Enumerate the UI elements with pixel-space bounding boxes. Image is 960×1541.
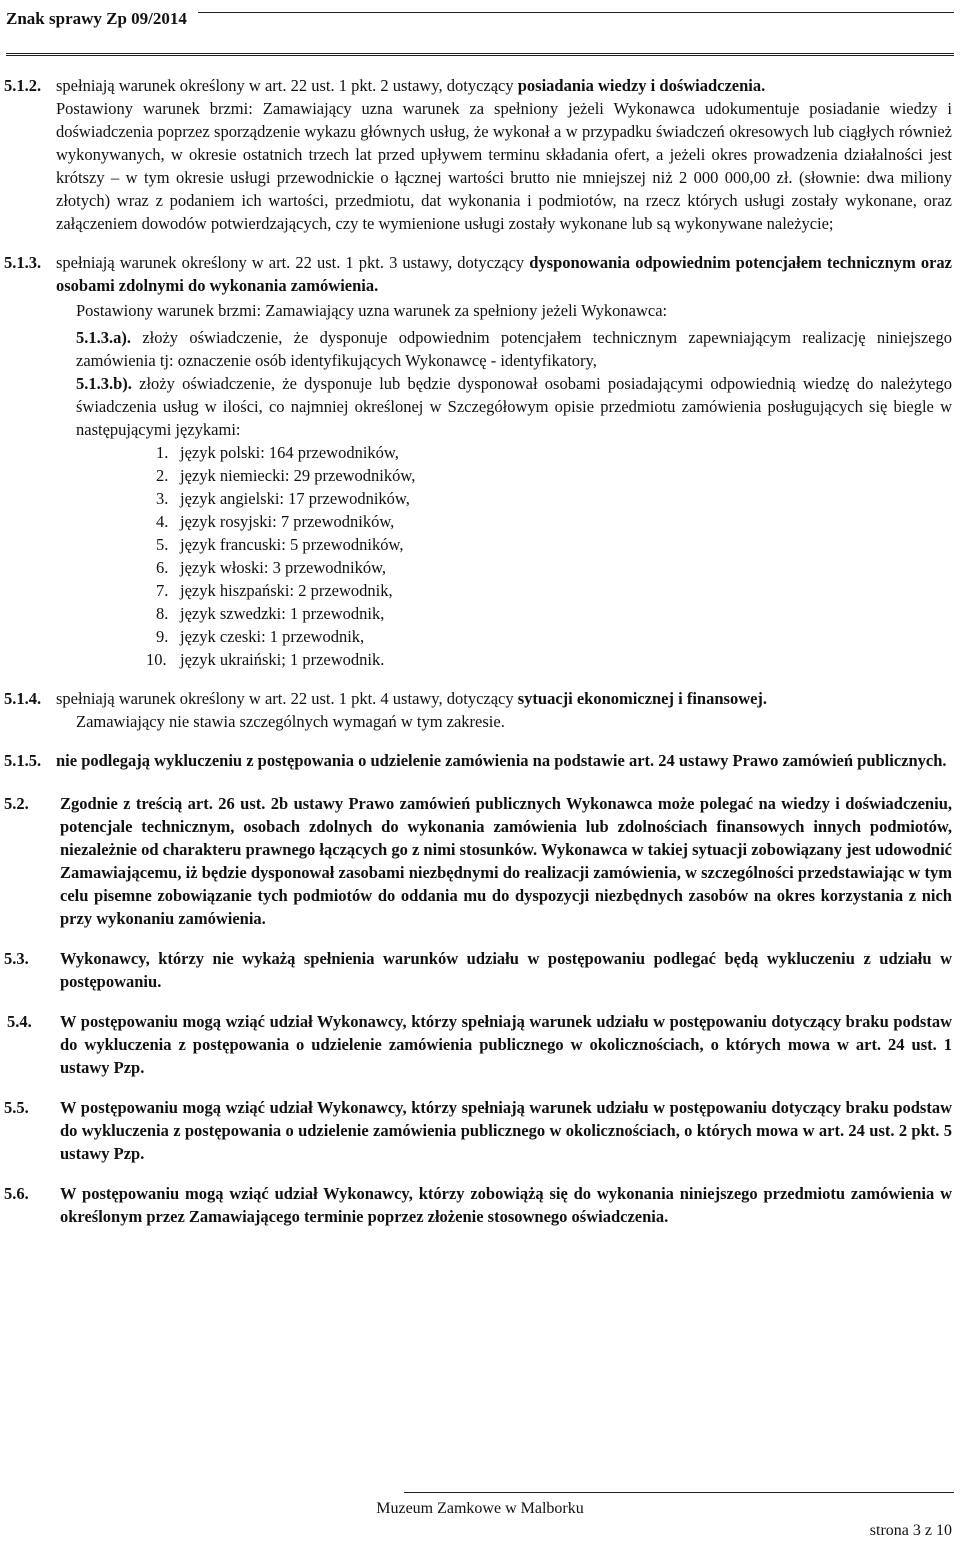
section-intro: spełniają warunek określony w art. 22 ust. 1 pkt. 2 ustawy, dotyczący posiadania wiedzy i doświadczenia. bbox=[56, 76, 766, 95]
condition-b: 5.1.3.b). złoży oświadczenie, że dysponuje lub będzie dysponował osobami posiadającymi odpowiednią wiedzę do należytego świadczenia usług w ilości, co najmniej określonej w Szczegółowym opisie przedmiotu zamówienia posługujących się biegle w następującymi językami: bbox=[76, 374, 952, 439]
section-number: 5.1.3. bbox=[4, 253, 42, 272]
list-item: 7. język hiszpański: 2 przewodnik, bbox=[156, 581, 393, 600]
section-intro: spełniają warunek określony w art. 22 ust. 1 pkt. 3 ustawy, dotyczący dysponowania odpowiednim potencjałem technicznym oraz osobami zdolnymi do wykonania zamówienia. bbox=[56, 253, 953, 295]
section-5-6 bbox=[4, 1182, 952, 1228]
page-number: strona 3 z 10 bbox=[869, 1522, 952, 1539]
list-item: 3. język angielski: 17 przewodników, bbox=[156, 489, 410, 508]
header-rule bbox=[198, 12, 954, 13]
case-number: Znak sprawy Zp 09/2014 bbox=[6, 9, 187, 28]
list-item: 10. język ukraiński; 1 przewodnik. bbox=[146, 650, 385, 669]
section-number: 5.6. bbox=[4, 1184, 29, 1203]
condition-text: Postawiony warunek brzmi: Zamawiający uzna warunek za spełniony jeżeli Wykonawca: bbox=[76, 301, 668, 320]
section-text: W postępowaniu mogą wziąć udział Wykonawcy, którzy spełniają warunek udziału w postępowaniu dotyczący braku podstaw do wykluczenia z postępowania o udzielenie zamówienia publicznego w okolicznościach, o których mowa w art. 24 ust. 2 pkt. 5 ustawy Pzp. bbox=[60, 1098, 952, 1163]
section-5-3 bbox=[4, 947, 952, 993]
list-item: 6. język włoski: 3 przewodników, bbox=[156, 558, 387, 577]
language-list bbox=[146, 441, 952, 671]
section-5-4 bbox=[7, 1010, 952, 1079]
section-5-1-5 bbox=[4, 749, 952, 772]
section-text: nie podlegają wykluczeniu z postępowania o udzielenie zamówienia na podstawie art. 24 ustawy Prawo zamówień publicznych. bbox=[56, 751, 947, 770]
document-body bbox=[4, 74, 953, 1228]
section-5-5 bbox=[4, 1096, 952, 1165]
condition-a: 5.1.3.a). złoży oświadczenie, że dysponuje odpowiednim potencjałem technicznym zapewniającym realizację niniejszego zamówienia tj: oznaczenie osób identyfikujących Wykonawcę - identyfikatory, bbox=[76, 328, 952, 370]
section-text: Zgodnie z treścią art. 26 ust. 2b ustawy Prawo zamówień publicznych Wykonawca może polegać na wiedzy i doświadczeniu, potencjale technicznym, osobach zdolnych do wykonania zamówienia lub zdolnościach finansowych innych podmiotów, niezależnie od charakteru prawnego łączących go z nimi stosunków. Wykonawca w takiej sytuacji zobowiązany jest udowodnić Zamawiającemu, iż będzie dysponował zasobami niezbędnymi do realizacji zamówienia, w szczególności przedstawiając w tym celu pisemne zobowiązanie tych podmiotów do oddania mu do dyspozycji niezbędnych zasobów na okres korzystania z nich przy wykonaniu zamówienia. bbox=[60, 794, 952, 928]
section-number: 5.5. bbox=[4, 1098, 29, 1117]
section-text: W postępowaniu mogą wziąć udział Wykonawcy, którzy zobowiążą się do wykonania niniejszego przedmiotu zamówienia w określonym przez Zamawiającego terminie poprzez złożenie stosownego oświadczenia. bbox=[60, 1184, 952, 1226]
section-number: 5.1.4. bbox=[4, 689, 42, 708]
section-5-1-3 bbox=[4, 251, 953, 671]
list-item: 1. język polski: 164 przewodników, bbox=[156, 443, 399, 462]
section-body: Zamawiający nie stawia szczególnych wymagań w tym zakresie. bbox=[76, 712, 505, 731]
section-number: 5.4. bbox=[7, 1012, 32, 1031]
footer-institution: Muzeum Zamkowe w Malborku bbox=[376, 1500, 584, 1517]
header-double-rule bbox=[6, 53, 954, 59]
section-number: 5.3. bbox=[4, 949, 29, 968]
section-number: 5.2. bbox=[4, 794, 29, 813]
list-item: 8. język szwedzki: 1 przewodnik, bbox=[156, 604, 385, 623]
section-body: Postawiony warunek brzmi: Zamawiający uzna warunek za spełniony jeżeli Wykonawca udokumentuje posiadanie wiedzy i doświadczenia poprzez sporządzenie wykazu głównych usług, że wykonał a w przypadku świadczeń okresowych lub ciągłych również wykonywanych, w okresie ostatnich trzech lat przed upływem terminu składania ofert, a jeżeli okres prowadzenia działalności jest krótszy – w tym okresie usługi przewodnickie o łącznej wartości brutto nie mniejszej niż 2 000 000,00 zł. (słownie: dwa miliony złotych) wraz z podaniem ich wartości, przedmiotu, dat wykonania i podmiotów, na rzecz których usługi zostały wykonane, oraz załączeniem dowodów potwierdzających, czy te wymienione usługi zostały wykonane lub są wykonywane należycie; bbox=[56, 99, 952, 233]
list-item: 2. język niemiecki: 29 przewodników, bbox=[156, 466, 416, 485]
footer-rule bbox=[404, 1492, 954, 1493]
section-5-1-2 bbox=[4, 74, 952, 235]
list-item: 4. język rosyjski: 7 przewodników, bbox=[156, 512, 395, 531]
section-text: Wykonawcy, którzy nie wykażą spełnienia warunków udziału w postępowaniu podlegać będą wykluczeniu z udziału w postępowaniu. bbox=[60, 949, 952, 991]
section-number: 5.1.5. bbox=[4, 751, 42, 770]
section-number: 5.1.2. bbox=[4, 76, 42, 95]
section-intro: spełniają warunek określony w art. 22 ust. 1 pkt. 4 ustawy, dotyczący sytuacji ekonomicznej i finansowej. bbox=[56, 689, 768, 708]
section-5-1-4 bbox=[4, 687, 952, 733]
section-5-2 bbox=[4, 792, 952, 930]
list-item: 5. język francuski: 5 przewodników, bbox=[156, 535, 404, 554]
list-item: 9. język czeski: 1 przewodnik, bbox=[156, 627, 365, 646]
page-header bbox=[6, 6, 954, 32]
section-text: W postępowaniu mogą wziąć udział Wykonawcy, którzy spełniają warunek udziału w postępowaniu dotyczący braku podstaw do wykluczenia z postępowania o udzielenie zamówienia publicznego w okolicznościach, o których mowa w art. 24 ust. 1 ustawy Pzp. bbox=[60, 1012, 952, 1077]
